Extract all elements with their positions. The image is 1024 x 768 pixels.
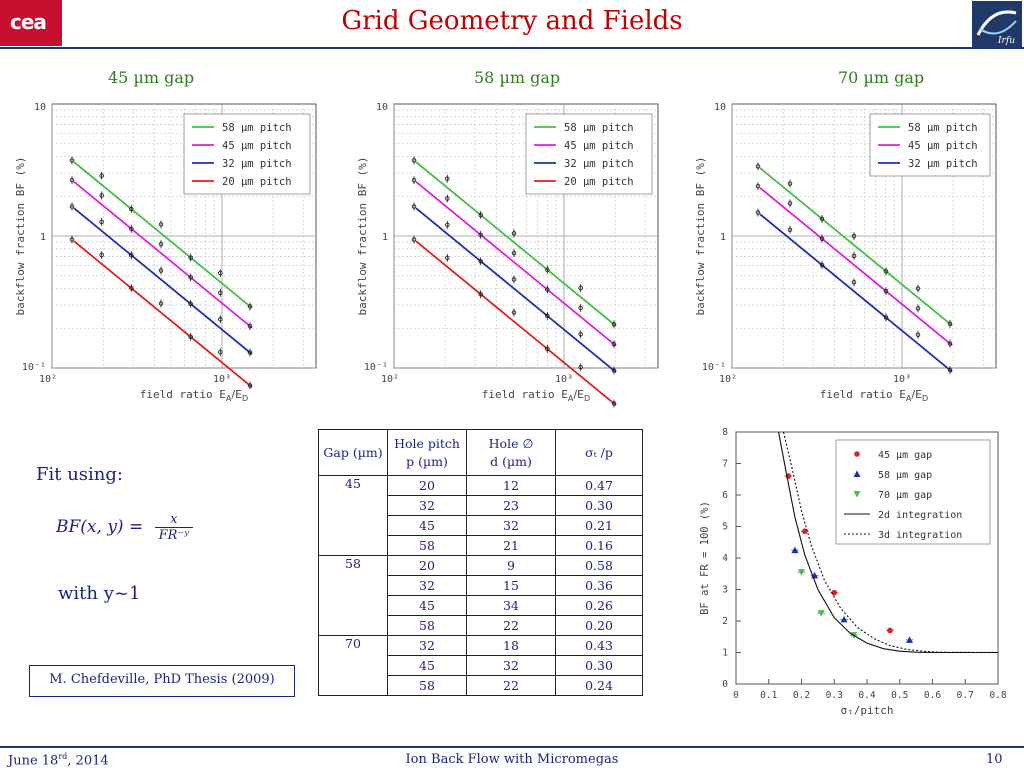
x-axis-label-mid: /E (573, 388, 585, 401)
x-tick-label: 10² (718, 374, 738, 385)
hole-diameter-cell: 32 (467, 656, 556, 676)
pitch-cell: 45 (388, 516, 467, 536)
y-tick-label: 10⁻¹ (701, 362, 726, 373)
x-tick-label: 0.3 (825, 690, 843, 701)
formula-numerator: x (155, 512, 193, 528)
sigma-ratio-cell: 0.58 (556, 556, 643, 576)
header-hole-diameter-line2: d (µm) (490, 453, 532, 469)
pitch-cell: 32 (388, 576, 467, 596)
table-row (319, 636, 643, 656)
bf-vs-sigma-chart (692, 424, 1014, 724)
y-tick-label: 4 (722, 553, 728, 564)
gap-cell: 45 (319, 476, 388, 556)
x-tick-label: 10³ (212, 374, 232, 385)
pitch-cell: 58 (388, 616, 467, 636)
footer-date-day: June 18 (8, 753, 59, 768)
reference-box (29, 665, 295, 697)
y-tick-label: 0 (722, 679, 728, 690)
x-tick-label: 10² (380, 374, 400, 385)
plot-title-45: 45 µm gap (108, 68, 195, 87)
hole-diameter-cell: 18 (467, 636, 556, 656)
header-hole-pitch (388, 430, 467, 476)
pitch-cell: 32 (388, 636, 467, 656)
hole-diameter-cell: 22 (467, 676, 556, 696)
cea-logo-text: cea (10, 10, 46, 34)
pitch-cell: 58 (388, 676, 467, 696)
bf-plot-58um (352, 96, 672, 408)
pitch-cell: 58 (388, 536, 467, 556)
pitch-cell: 20 (388, 556, 467, 576)
x-tick-label: 0.5 (891, 690, 909, 701)
pitch-cell: 20 (388, 476, 467, 496)
bf-plot-70um (690, 96, 1010, 408)
x-tick-label: 0 (733, 690, 739, 701)
x-axis-label-sub: A (905, 394, 912, 403)
sigma-ratio-cell: 0.24 (556, 676, 643, 696)
legend-label: 20 µm pitch (564, 176, 634, 188)
x-axis-label-mid: /E (911, 388, 923, 401)
fit-exponent-note: with y~1 (58, 583, 141, 604)
y-tick-label: 1 (39, 232, 46, 243)
y-tick-label: 10 (713, 102, 726, 113)
hole-diameter-cell: 23 (467, 496, 556, 516)
y-axis-label: BF at FR = 100 (%) (699, 501, 711, 615)
irfu-logo (972, 1, 1022, 47)
fit-label: Fit using: (36, 464, 123, 485)
y-tick-label: 10 (33, 102, 46, 113)
legend-label: 58 µm gap (878, 470, 933, 481)
x-tick-label: 10³ (554, 374, 574, 385)
sigma-ratio-cell: 0.47 (556, 476, 643, 496)
hole-diameter-cell: 22 (467, 616, 556, 636)
y-tick-label: 10 (375, 102, 388, 113)
sigma-ratio-cell: 0.36 (556, 576, 643, 596)
legend-label: 45 µm pitch (564, 140, 634, 152)
hole-diameter-cell: 32 (467, 516, 556, 536)
table-header-row (319, 430, 643, 476)
header-hole-diameter (467, 430, 556, 476)
data-point (887, 628, 893, 634)
y-tick-label: 6 (722, 490, 728, 501)
x-axis-label: σₜ/pitch (840, 704, 894, 717)
sigma-ratio-cell: 0.20 (556, 616, 643, 636)
x-axis-label-sub2: D (922, 394, 929, 403)
x-tick-label: 10³ (892, 374, 912, 385)
legend-label: 45 µm gap (878, 450, 933, 461)
gap-cell: 70 (319, 636, 388, 696)
hole-diameter-cell: 34 (467, 596, 556, 616)
legend-label: 58 µm pitch (564, 122, 634, 134)
footer-date-year: , 2014 (67, 753, 109, 768)
hole-diameter-cell: 12 (467, 476, 556, 496)
y-tick-label: 10⁻¹ (21, 362, 46, 373)
x-tick-label: 10² (38, 374, 58, 385)
legend-label: 70 µm gap (878, 490, 933, 501)
header-rule (0, 47, 1024, 49)
formula-fraction (155, 512, 193, 543)
table-row (319, 476, 643, 496)
sigma-ratio-cell: 0.21 (556, 516, 643, 536)
x-tick-label: 0.6 (923, 690, 942, 701)
table-row (319, 556, 643, 576)
y-tick-label: 5 (722, 521, 728, 533)
legend-label: 45 µm pitch (908, 140, 978, 152)
header-gap: Gap (µm) (319, 430, 388, 476)
y-tick-label: 8 (722, 427, 728, 438)
y-tick-label: 3 (722, 584, 728, 596)
header-hole-pitch-line1: Hole pitch (394, 435, 460, 451)
plot-title-58: 58 µm gap (474, 68, 561, 87)
grid-parameter-table (318, 429, 643, 696)
x-axis-label: field ratio $E_A/E_D$ (481, 388, 591, 403)
y-tick-label: 7 (722, 458, 728, 470)
x-tick-label: 0.7 (956, 690, 974, 701)
formula-denominator: FR⁻ʸ (158, 528, 189, 543)
table-body (319, 476, 643, 696)
x-axis-label-sub: A (225, 394, 232, 403)
y-tick-label: 2 (722, 616, 728, 627)
header-hole-diameter-line1: Hole ∅ (488, 435, 534, 451)
x-tick-label: 0.1 (760, 690, 778, 701)
legend-label: 58 µm pitch (908, 122, 978, 134)
legend-label: 45 µm pitch (222, 140, 292, 152)
y-tick-label: 1 (722, 647, 728, 659)
footer-page-number: 10 (986, 752, 1003, 767)
gap-cell: 58 (319, 556, 388, 636)
sigma-ratio-cell: 0.16 (556, 536, 643, 556)
x-axis-label: field ratio $E_A/E_D$ (819, 388, 929, 403)
legend-label: 3d integration (878, 530, 963, 541)
hole-diameter-cell: 15 (467, 576, 556, 596)
slide-title: Grid Geometry and Fields (341, 6, 683, 36)
y-tick-label: 1 (381, 232, 388, 243)
y-tick-label: 10⁻¹ (363, 362, 388, 373)
legend-label: 20 µm pitch (222, 176, 292, 188)
reference-text: M. Chefdeville, PhD Thesis (2009) (49, 672, 275, 687)
sigma-ratio-cell: 0.26 (556, 596, 643, 616)
pitch-cell: 45 (388, 656, 467, 676)
x-tick-label: 0.2 (792, 690, 811, 701)
x-axis-label-sub2: D (584, 394, 591, 403)
sigma-ratio-cell: 0.30 (556, 496, 643, 516)
pitch-cell: 32 (388, 496, 467, 516)
legend-label: 32 µm pitch (908, 158, 978, 170)
hole-diameter-cell: 9 (467, 556, 556, 576)
irfu-logo-text: Irfu (998, 36, 1015, 46)
x-axis-label-sub2: D (242, 394, 249, 403)
footer-date-suffix: rd (58, 752, 68, 761)
legend-label: 58 µm pitch (222, 122, 292, 134)
plot-title-70: 70 µm gap (838, 68, 925, 87)
legend-swatch (854, 451, 860, 457)
bf-plot-45um (10, 96, 330, 408)
sigma-ratio-cell: 0.43 (556, 636, 643, 656)
legend-label: 32 µm pitch (564, 158, 634, 170)
sigma-ratio-cell: 0.30 (556, 656, 643, 676)
y-axis-label: backflow fraction BF (%) (14, 156, 27, 316)
footer-talk-title: Ion Back Flow with Micromegas (405, 752, 619, 767)
legend-label: 2d integration (878, 510, 963, 521)
x-tick-label: 0.8 (989, 690, 1007, 701)
y-axis-label: backflow fraction BF (%) (356, 156, 369, 316)
header-hole-pitch-line2: p (µm) (406, 453, 448, 469)
footer-rule (0, 746, 1024, 748)
y-axis-label: backflow fraction BF (%) (694, 156, 707, 316)
x-tick-label: 0.4 (858, 690, 876, 701)
fit-formula (56, 512, 193, 543)
hole-diameter-cell: 21 (467, 536, 556, 556)
pitch-cell: 45 (388, 596, 467, 616)
header-sigma-ratio: σₜ /p (556, 430, 643, 476)
legend-label: 32 µm pitch (222, 158, 292, 170)
x-axis-label-mid: /E (231, 388, 243, 401)
y-tick-label: 1 (719, 232, 726, 243)
x-axis-label: field ratio $E_A/E_D$ (139, 388, 249, 403)
irfu-logo-graphic (972, 1, 1022, 47)
formula-lhs: BF(x, y) = (56, 517, 144, 537)
x-axis-label-sub: A (567, 394, 574, 403)
